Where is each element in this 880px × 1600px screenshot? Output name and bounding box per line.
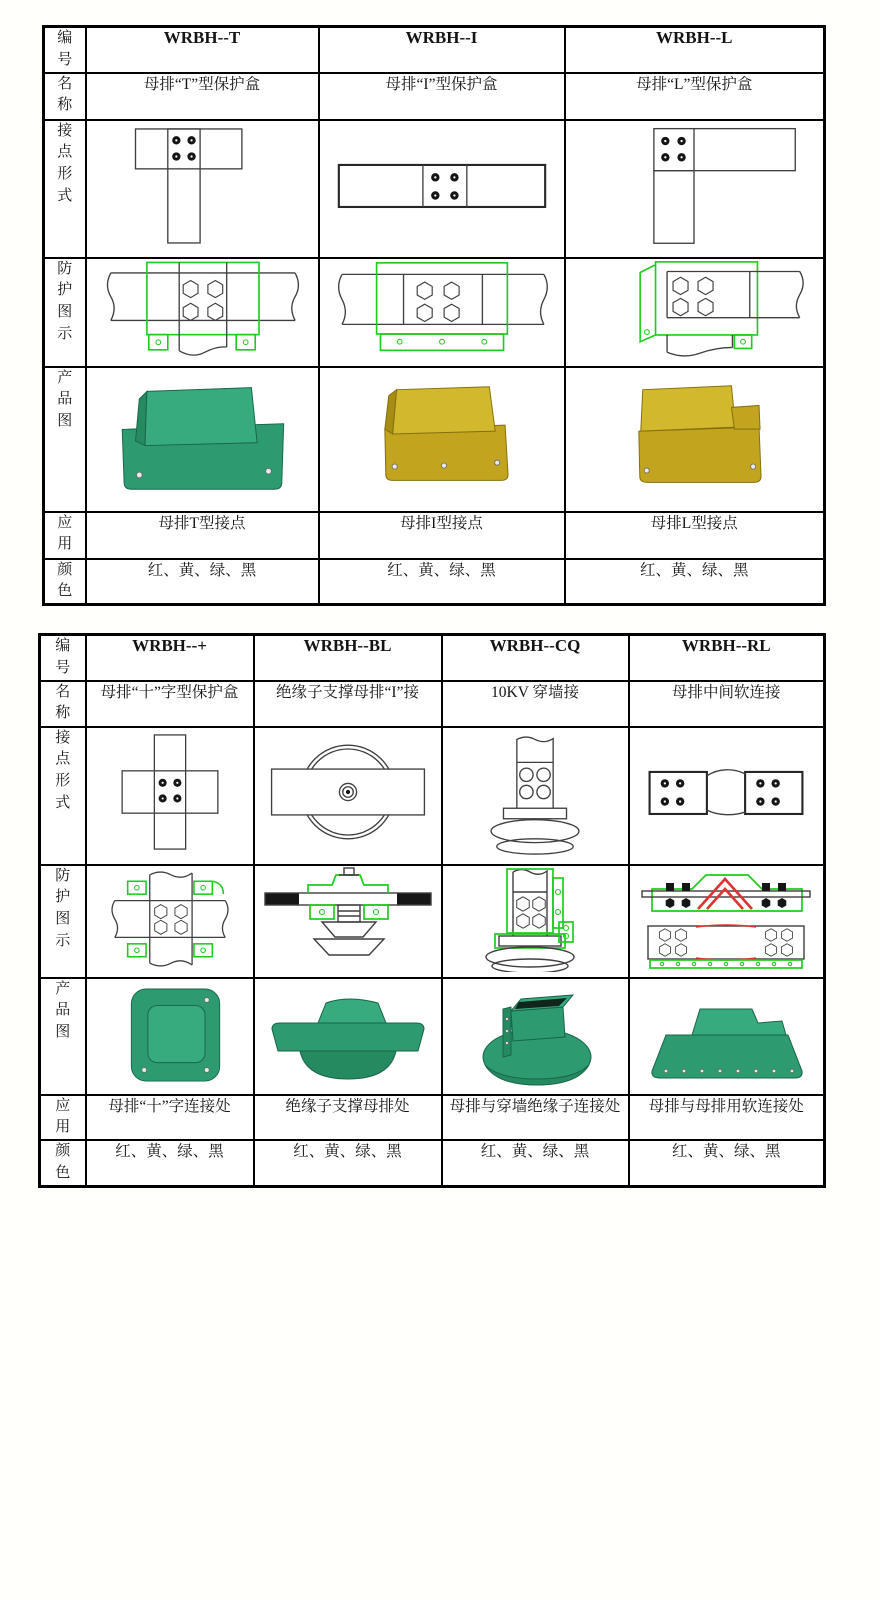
cell-application-t: 母排T型接点 bbox=[86, 512, 319, 559]
product-photo-cross-box bbox=[89, 979, 251, 1091]
row-joint-form bbox=[44, 120, 825, 258]
row-label-product bbox=[40, 978, 86, 1095]
product-photo-l-box bbox=[574, 368, 814, 506]
cell-colors-bl: 红、黄、绿、黑 bbox=[254, 1140, 442, 1186]
cell-code-cross: WRBH--+ bbox=[86, 635, 254, 681]
cell-colors-t: 红、黄、绿、黑 bbox=[86, 559, 319, 605]
cell-code-bl: WRBH--BL bbox=[254, 635, 442, 681]
row-label-text: 名称 bbox=[55, 683, 71, 722]
cell-protection-l bbox=[565, 258, 825, 367]
product-photo-t-box bbox=[88, 368, 316, 506]
row-label-text: 颜色 bbox=[57, 561, 73, 600]
protection-diagram-cross bbox=[89, 866, 251, 972]
row-application bbox=[44, 512, 825, 559]
row-label-color bbox=[40, 1140, 86, 1186]
row-application bbox=[40, 1095, 825, 1141]
cell-name-l: 母排“L”型保护盒 bbox=[565, 73, 825, 120]
joint-diagram-t bbox=[88, 121, 316, 249]
protection-diagram-l bbox=[574, 259, 814, 359]
cell-code-t: WRBH--T bbox=[86, 27, 319, 73]
cell-application-i: 母排I型接点 bbox=[319, 512, 565, 559]
cell-product-cq bbox=[442, 978, 629, 1095]
row-label-number bbox=[40, 635, 86, 681]
spec-table-2 bbox=[38, 633, 826, 1188]
row-product-image bbox=[40, 978, 825, 1095]
row-label-application bbox=[44, 512, 86, 559]
protection-diagram-flexible bbox=[632, 866, 820, 972]
cell-joint-rl bbox=[629, 727, 825, 865]
row-protection-view bbox=[44, 258, 825, 367]
row-label-text: 应用 bbox=[57, 514, 73, 553]
row-protection-view bbox=[40, 865, 825, 978]
cell-name-rl: 母排中间软连接 bbox=[629, 681, 825, 727]
cell-protection-cq bbox=[442, 865, 629, 978]
cell-joint-bl bbox=[254, 727, 442, 865]
row-label-name bbox=[40, 681, 86, 727]
row-label-protection bbox=[40, 865, 86, 978]
row-label-protection bbox=[44, 258, 86, 367]
row-label-text: 接点形式 bbox=[57, 122, 73, 204]
protection-diagram-i bbox=[322, 259, 562, 359]
cell-product-t bbox=[86, 367, 319, 512]
row-label-text: 编号 bbox=[57, 30, 73, 68]
row-label-text: 接点形式 bbox=[55, 729, 71, 811]
row-label-product bbox=[44, 367, 86, 512]
row-joint-form bbox=[40, 727, 825, 865]
cell-name-cq: 10KV 穿墙接 bbox=[442, 681, 629, 727]
cell-application-cq: 母排与穿墙绝缘子连接处 bbox=[442, 1095, 629, 1141]
joint-diagram-insulator-top bbox=[257, 728, 439, 856]
cell-product-l bbox=[565, 367, 825, 512]
cell-protection-cross bbox=[86, 865, 254, 978]
cell-protection-i bbox=[319, 258, 565, 367]
cell-code-cq: WRBH--CQ bbox=[442, 635, 629, 681]
spec-table-1 bbox=[42, 25, 826, 606]
cell-product-i bbox=[319, 367, 565, 512]
cell-application-l: 母排L型接点 bbox=[565, 512, 825, 559]
cell-application-rl: 母排与母排用软连接处 bbox=[629, 1095, 825, 1141]
row-label-text: 产品图 bbox=[57, 369, 73, 429]
product-photo-flexible-box bbox=[632, 979, 820, 1091]
row-label-name bbox=[44, 73, 86, 120]
row-product-image bbox=[44, 367, 825, 512]
joint-diagram-wall-bushing bbox=[445, 728, 625, 856]
cell-product-cross bbox=[86, 978, 254, 1095]
row-label-text: 防护图示 bbox=[55, 867, 71, 949]
protection-diagram-t bbox=[88, 259, 316, 359]
joint-diagram-l bbox=[568, 121, 820, 249]
cell-joint-t bbox=[86, 120, 319, 258]
row-label-text: 应用 bbox=[55, 1097, 71, 1136]
cell-colors-i: 红、黄、绿、黑 bbox=[319, 559, 565, 605]
row-name bbox=[40, 681, 825, 727]
cell-code-rl: WRBH--RL bbox=[629, 635, 825, 681]
joint-diagram-cross bbox=[89, 728, 251, 856]
row-label-joint-form bbox=[40, 727, 86, 865]
product-photo-bushing-box bbox=[445, 979, 625, 1091]
product-photo-dome-box bbox=[257, 979, 439, 1091]
cell-protection-bl bbox=[254, 865, 442, 978]
cell-application-bl: 绝缘子支撑母排处 bbox=[254, 1095, 442, 1141]
cell-protection-t bbox=[86, 258, 319, 367]
row-label-number bbox=[44, 27, 86, 73]
row-colors bbox=[44, 559, 825, 605]
cell-name-t: 母排“T”型保护盒 bbox=[86, 73, 319, 120]
row-code bbox=[44, 27, 825, 73]
row-label-color bbox=[44, 559, 86, 605]
cell-product-rl bbox=[629, 978, 825, 1095]
row-code bbox=[40, 635, 825, 681]
cell-name-cross: 母排“十”字型保护盒 bbox=[86, 681, 254, 727]
cell-colors-cross: 红、黄、绿、黑 bbox=[86, 1140, 254, 1186]
cell-name-i: 母排“I”型保护盒 bbox=[319, 73, 565, 120]
row-colors bbox=[40, 1140, 825, 1186]
cell-colors-l: 红、黄、绿、黑 bbox=[565, 559, 825, 605]
cell-joint-l bbox=[565, 120, 825, 258]
product-photo-i-box bbox=[322, 368, 562, 506]
joint-diagram-i bbox=[322, 121, 562, 249]
cell-protection-rl bbox=[629, 865, 825, 978]
cell-joint-cq bbox=[442, 727, 629, 865]
row-name bbox=[44, 73, 825, 120]
cell-joint-cross bbox=[86, 727, 254, 865]
cell-colors-cq: 红、黄、绿、黑 bbox=[442, 1140, 629, 1186]
row-label-joint-form bbox=[44, 120, 86, 258]
joint-diagram-flexible bbox=[632, 728, 820, 856]
row-label-text: 编号 bbox=[55, 638, 71, 676]
protection-diagram-insulator-side bbox=[257, 866, 439, 972]
cell-colors-rl: 红、黄、绿、黑 bbox=[629, 1140, 825, 1186]
row-label-text: 防护图示 bbox=[57, 260, 73, 342]
protection-diagram-wall-bushing bbox=[445, 866, 625, 972]
cell-code-l: WRBH--L bbox=[565, 27, 825, 73]
cell-product-bl bbox=[254, 978, 442, 1095]
row-label-text: 名称 bbox=[57, 75, 73, 114]
cell-code-i: WRBH--I bbox=[319, 27, 565, 73]
cell-name-bl: 绝缘子支撑母排“I”接 bbox=[254, 681, 442, 727]
row-label-text: 产品图 bbox=[55, 980, 71, 1040]
row-label-text: 颜色 bbox=[55, 1143, 71, 1181]
cell-joint-i bbox=[319, 120, 565, 258]
cell-application-cross: 母排“十”字连接处 bbox=[86, 1095, 254, 1141]
row-label-application bbox=[40, 1095, 86, 1141]
